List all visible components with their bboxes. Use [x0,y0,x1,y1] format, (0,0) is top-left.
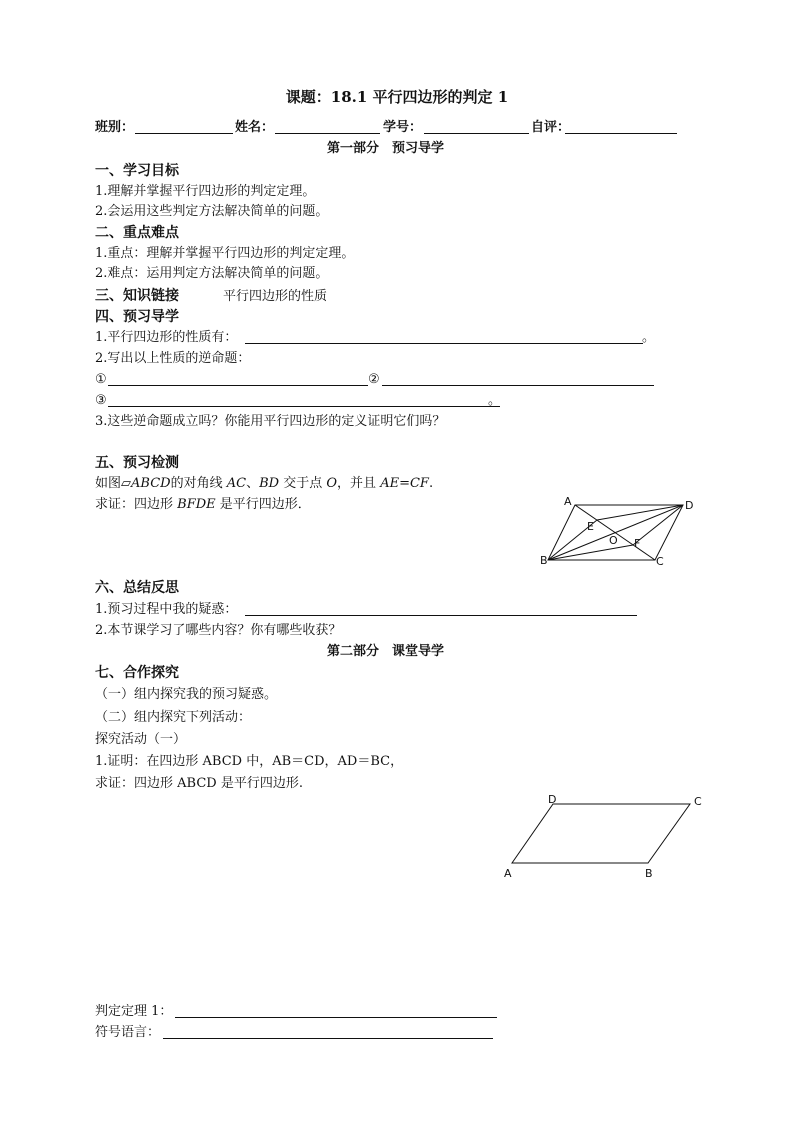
s5-text: 、 [246,476,260,491]
s6-q1-field[interactable] [245,615,637,616]
s4-q1-end: 。 [642,330,656,345]
s2-item-1: 1.重点：理解并掌握平行四边形的判定定理。 [95,246,355,261]
s5-bd: BD [259,476,280,491]
parallelogram-figure [500,790,712,882]
s5-text: 的对角线 [170,476,223,491]
s4-c3-field[interactable] [108,406,500,407]
s5-abcd: ABCD [131,476,171,491]
class-field[interactable] [135,133,233,134]
s6-q2: 2.本节课学习了哪些内容？你有哪些收获？ [95,623,342,638]
theorem-label: 判定定理 1： [95,1004,173,1019]
s4-c3-end: 。 [488,393,502,408]
s6-heading: 六、总结反思 [95,580,179,596]
s5-text: 如图 [95,476,122,491]
s4-c1-field[interactable] [108,385,368,386]
label-d2: D [548,793,557,806]
s4-c1: ① [95,372,107,387]
s7-line-4: 1.证明：在四边形 ABCD 中，AB＝CD，AD＝BC， [95,754,404,769]
class-label: 班别： [95,120,135,135]
id-label: 学号： [383,120,423,135]
label-a2: A [504,867,512,880]
s4-q3: 3.这些逆命题成立吗？你能用平行四边形的定义证明它们吗？ [95,414,446,429]
part1-heading: 第一部分 预习导学 [327,141,445,156]
page-title: 课题：18.1 平行四边形的判定 1 [285,88,509,106]
s5-line-2 [95,496,311,514]
s3-heading: 三、知识链接 [95,288,179,304]
label-f: F [634,537,641,550]
s6-q1: 1.预习过程中我的疑惑： [95,602,238,617]
name-label: 姓名： [235,120,275,135]
s5-text: ，并且 [337,476,377,491]
s7-line-3: 探究活动（一） [95,732,187,747]
s7-line-2: （二）组内探究下列活动： [95,710,252,725]
label-c: C [656,555,664,568]
label-b2: B [645,867,653,880]
s5-text: 交于点 [283,476,323,491]
s5-text: 是平行四边形． [219,497,311,512]
s4-q2: 2.写出以上性质的逆命题： [95,351,251,366]
s7-line-5: 求证：四边形 ABCD 是平行四边形. [95,776,303,791]
s1-item-1: 1.理解并掌握平行四边形的判定定理。 [95,184,316,199]
label-c2: C [694,795,702,808]
s1-item-2: 2.会运用这些判定方法解决简单的问题。 [95,204,329,219]
s4-c3: ③ [95,393,107,408]
label-a: A [564,495,572,508]
parallelogram-symbol: ▱ [121,476,132,491]
s4-q1-field[interactable] [245,343,643,344]
s4-c2: ② [368,372,380,387]
id-field[interactable] [424,133,529,134]
s5-line-1 [95,475,433,493]
label-b: B [540,554,548,567]
segment-bf [548,545,633,560]
eval-field[interactable] [565,133,677,134]
s5-text: 求证：四边形 [95,497,174,512]
label-d: D [685,499,694,512]
label-e: E [587,520,594,533]
s4-q1: 1.平行四边形的性质有： [95,330,238,345]
s2-heading: 二、重点难点 [95,225,179,241]
label-o: O [609,534,618,547]
s5-text: . [428,476,434,491]
segment-fd [633,505,683,545]
s4-heading: 四、预习导学 [95,309,179,325]
s3-text: 平行四边形的性质 [223,289,328,304]
s2-item-2: 2.难点：运用判定方法解决简单的问题。 [95,266,329,281]
symbol-field[interactable] [163,1038,493,1039]
s4-c2-field[interactable] [382,385,654,386]
part2-heading: 第二部分 课堂导学 [327,644,445,659]
symbol-label: 符号语言： [95,1025,161,1040]
segment-ed [597,505,683,520]
parallelogram-abcd-2 [512,804,690,863]
s1-heading: 一、学习目标 [95,163,179,179]
s5-o: O [326,476,338,491]
theorem-field[interactable] [175,1017,497,1018]
s5-aecf: AE=CF [380,476,429,491]
s5-ac: AC [226,476,247,491]
diagonal-bd [548,505,683,560]
parallelogram-diagonals-figure [535,490,705,575]
eval-label: 自评： [531,120,571,135]
s5-bfde: BFDE [177,497,216,512]
s7-heading: 七、合作探究 [95,665,179,681]
s5-heading: 五、预习检测 [95,455,179,471]
s7-line-1: （一）组内探究我的预习疑惑。 [95,687,278,702]
name-field[interactable] [275,133,380,134]
